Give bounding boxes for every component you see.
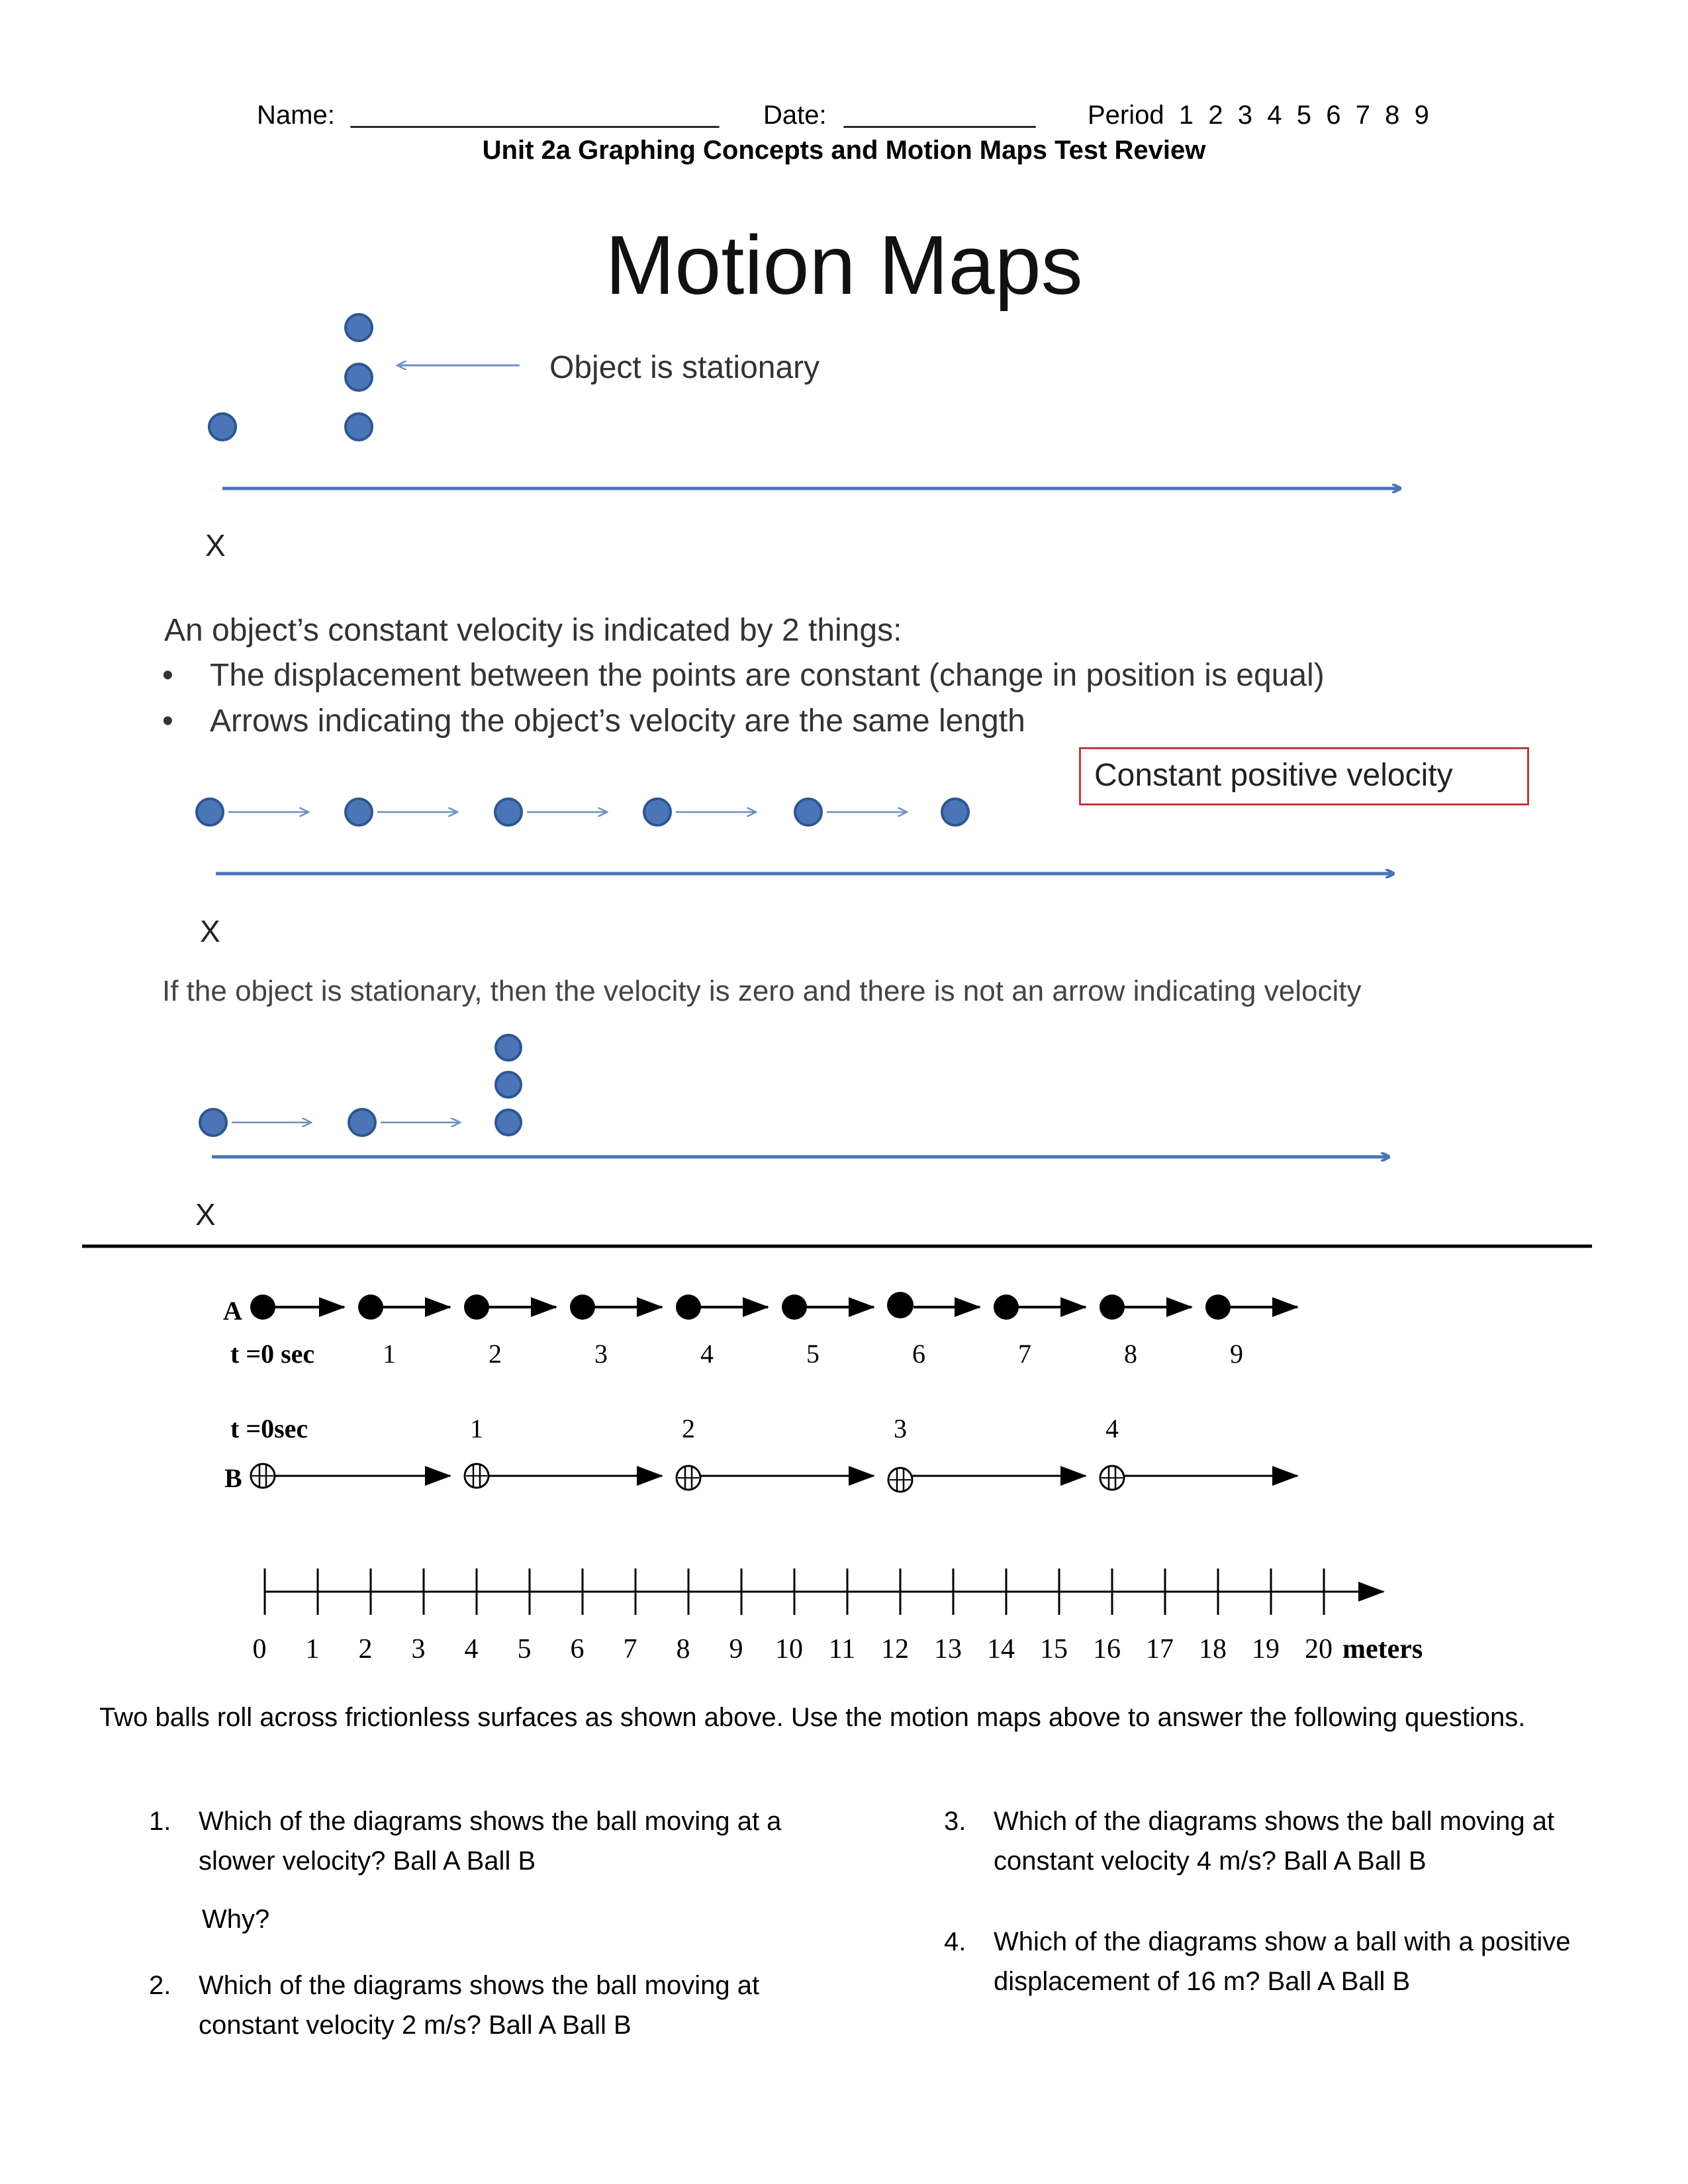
stationary-note: If the object is stationary, then the velocity is zero and there is not an arrow indicating velocity <box>162 975 1362 1007</box>
scale-number: 11 <box>828 1634 856 1664</box>
scale-number: 5 <box>517 1634 532 1664</box>
position-dot <box>644 799 671 825</box>
ball-a-dot <box>250 1295 275 1320</box>
scale-number: 12 <box>881 1634 909 1664</box>
position-dot <box>349 1109 375 1136</box>
scale-number: 19 <box>1252 1634 1280 1664</box>
bullet-marker: • <box>162 658 173 693</box>
ball-b-time-label: 1 <box>470 1414 483 1443</box>
ball-a-label: A <box>223 1296 242 1326</box>
position-dot <box>496 1072 521 1097</box>
scale-number: 20 <box>1305 1634 1333 1664</box>
scale-number: 8 <box>676 1634 690 1664</box>
motion-maps-title: Motion Maps <box>605 218 1083 312</box>
name-blank[interactable]: _________________________ <box>351 99 720 128</box>
position-dot <box>942 799 968 825</box>
ball-a-dot <box>1205 1295 1231 1320</box>
question-text: Which of the diagrams shows the ball moving at constant velocity 2 m/s? Ball A Ball B <box>199 1971 760 2040</box>
ball-a-time-label: 1 <box>383 1339 396 1369</box>
ball-a-time-label: 5 <box>806 1339 820 1369</box>
question-1 <box>149 1801 877 1888</box>
question-text: Which of the diagrams shows the ball moving at a slower velocity? Ball A Ball B <box>199 1807 782 1876</box>
ball-a-map <box>250 1292 1297 1320</box>
question-text: Which of the diagrams shows the ball moving at constant velocity 4 m/s? Ball A Ball B <box>994 1807 1555 1876</box>
scale-number: 9 <box>729 1634 743 1664</box>
position-dot <box>209 414 236 440</box>
bullet-item: Arrows indicating the object’s velocity are the same length <box>210 704 1025 739</box>
position-dot <box>197 799 223 825</box>
question-text: Which of the diagrams show a ball with a positive displacement of 16 m? Ball A Ball B <box>994 1927 1571 1996</box>
date-label: Date: <box>763 101 827 130</box>
ball-a-time-label: 7 <box>1018 1339 1031 1369</box>
scale-number: 6 <box>570 1634 585 1664</box>
ball-a-dot <box>887 1292 914 1318</box>
scale-number: 16 <box>1093 1634 1121 1664</box>
ball-b-marker <box>251 1464 275 1488</box>
position-dot <box>496 1110 521 1135</box>
question-number: 1. <box>149 1807 171 1836</box>
position-dot <box>346 364 372 390</box>
question-2 <box>149 1966 877 2052</box>
question-4 <box>944 1922 1672 2008</box>
stationary-map <box>209 314 1400 488</box>
ball-a-time-label: 4 <box>700 1339 714 1369</box>
ball-a-time-label: 9 <box>1230 1339 1243 1369</box>
ball-b-marker <box>888 1468 912 1492</box>
position-dot <box>346 414 372 440</box>
ball-b-time-label: 4 <box>1105 1414 1119 1443</box>
ball-b-marker <box>677 1466 700 1490</box>
ball-a-dot <box>358 1295 383 1320</box>
scale-number: 10 <box>775 1634 803 1664</box>
position-dot <box>346 799 372 825</box>
ball-b-label: B <box>224 1463 242 1493</box>
scale-number: 2 <box>358 1634 373 1664</box>
why-prompt: Why? <box>202 1905 270 1934</box>
ball-b-map <box>251 1464 1297 1492</box>
ball-b-marker <box>1100 1466 1124 1490</box>
stationary-label: Object is stationary <box>549 350 820 385</box>
constant-velocity-map <box>197 799 1393 874</box>
position-dot <box>495 799 522 825</box>
x-axis-label: X <box>200 914 220 948</box>
ball-a-dot <box>570 1295 595 1320</box>
position-dot <box>795 799 821 825</box>
ball-a-time-label: 3 <box>594 1339 608 1369</box>
scale-number: 18 <box>1199 1634 1227 1664</box>
ball-b-marker <box>465 1464 489 1488</box>
ball-b-time-label: 3 <box>894 1414 907 1443</box>
period-options: Period 1 2 3 4 5 6 7 8 9 <box>1088 101 1429 130</box>
ball-a-dot <box>994 1295 1019 1320</box>
scale-unit: meters <box>1342 1634 1423 1664</box>
scale-number: 7 <box>623 1634 637 1664</box>
bullet-marker: • <box>162 704 173 739</box>
ball-a-dot <box>1100 1295 1125 1320</box>
x-axis-label: X <box>195 1197 216 1232</box>
name-label: Name: <box>257 101 335 130</box>
moving-then-stationary-map <box>200 1035 1389 1157</box>
scale-number: 13 <box>934 1634 962 1664</box>
question-3 <box>944 1801 1672 1888</box>
position-dot <box>346 314 372 341</box>
ball-a-time-label: 8 <box>1124 1339 1137 1369</box>
scale-number: 17 <box>1146 1634 1174 1664</box>
questions-intro: Two balls roll across frictionless surfaces as shown above. Use the motion maps above to answer the following questions. <box>99 1703 1526 1732</box>
ball-a-time-label: 2 <box>489 1339 502 1369</box>
question-number: 4. <box>944 1927 966 1956</box>
date-blank[interactable]: _____________ <box>844 99 1036 128</box>
scale-number: 1 <box>305 1634 320 1664</box>
ball-a-dot <box>782 1295 807 1320</box>
question-number: 3. <box>944 1807 966 1836</box>
meter-scale <box>265 1569 1383 1615</box>
position-dot <box>496 1035 521 1060</box>
bullet-item: The displacement between the points are constant (change in position is equal) <box>210 658 1325 693</box>
x-axis-label: X <box>205 528 226 563</box>
question-number: 2. <box>149 1971 171 2000</box>
ball-a-time-start: t =0 sec <box>230 1339 315 1369</box>
scale-number: 14 <box>987 1634 1015 1664</box>
ball-a-time-label: 6 <box>912 1339 925 1369</box>
scale-number: 3 <box>411 1634 426 1664</box>
unit-title: Unit 2a Graphing Concepts and Motion Maps Test Review <box>482 136 1206 165</box>
scale-number: 4 <box>464 1634 479 1664</box>
position-dot <box>200 1109 226 1136</box>
scale-number: 15 <box>1040 1634 1068 1664</box>
scale-ticks <box>265 1569 1324 1615</box>
ball-a-dot <box>464 1295 489 1320</box>
ball-b-time-label: 2 <box>682 1414 695 1443</box>
constant-velocity-callout: Constant positive velocity <box>1079 747 1529 805</box>
constant-velocity-intro: An object’s constant velocity is indicated by 2 things: <box>164 613 902 648</box>
ball-a-dot <box>676 1295 701 1320</box>
ball-b-time-start: t =0sec <box>230 1414 308 1443</box>
scale-number: 0 <box>252 1634 267 1664</box>
